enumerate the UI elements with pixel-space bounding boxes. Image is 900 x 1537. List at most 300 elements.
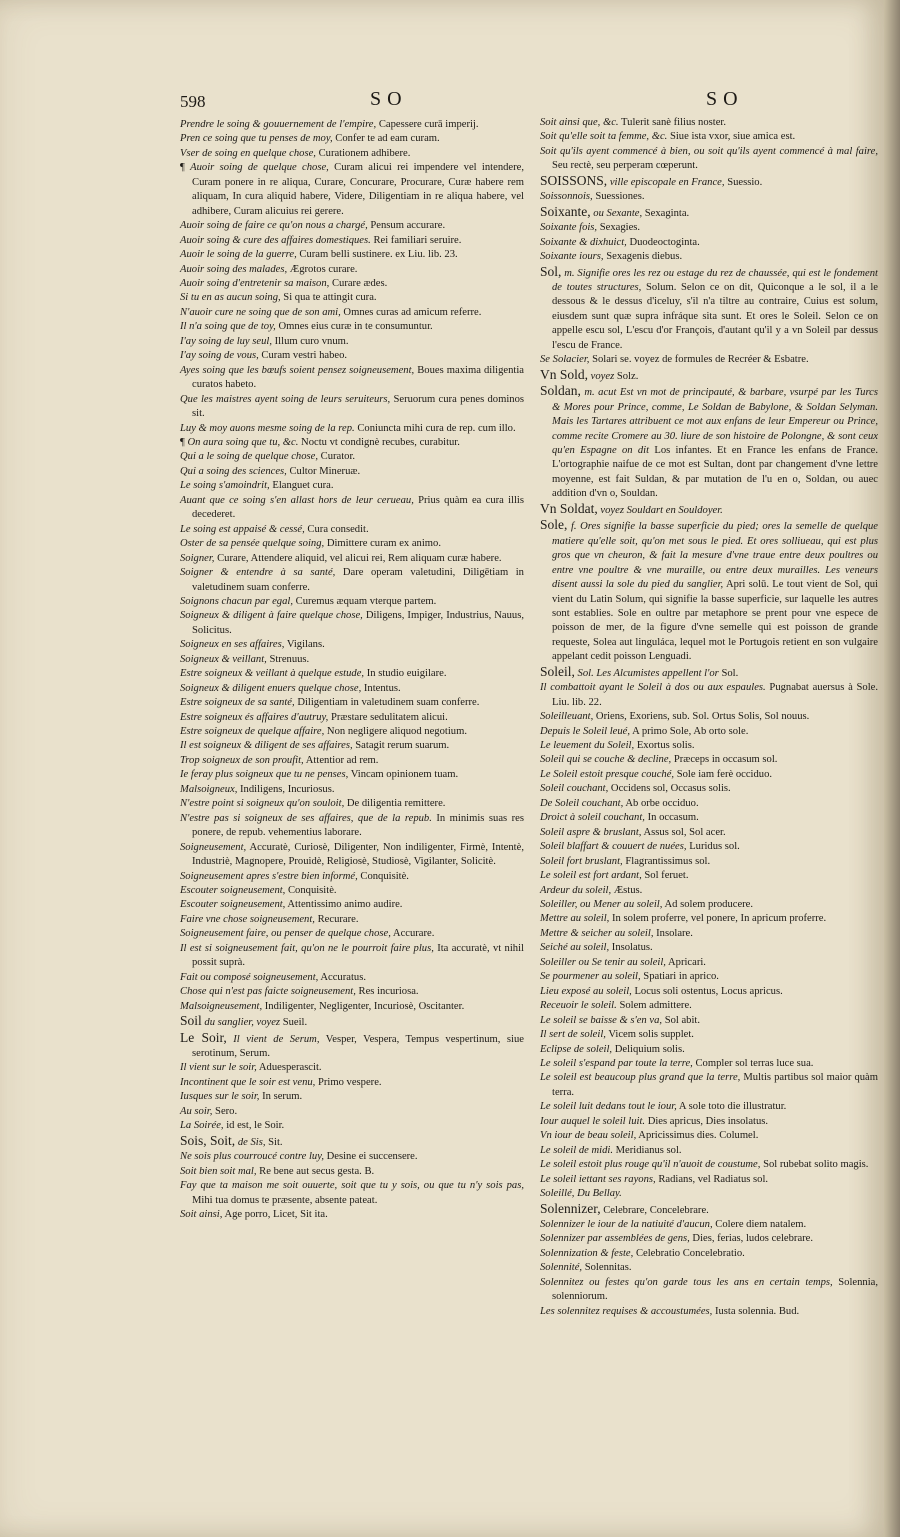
dictionary-entry [540,1305,878,1319]
entry-headword: SOISSONS, [540,172,608,188]
entry-french: Le soleil iettant ses rayons, [540,1173,656,1185]
entry-latin: Multis partibus sol maior quàm terra. [552,1072,878,1098]
dictionary-entry [540,1100,878,1114]
dictionary-entry [540,884,878,898]
entry-french: Auant que ce soing s'en allast hors de leur cerueau, [180,494,414,506]
dictionary-entry [180,234,524,248]
entry-french: Trop soigneux de son proufit, [180,754,304,766]
dictionary-entry [180,1061,524,1075]
dictionary-entry [180,537,524,551]
entry-latin: Res incuriosa. [358,986,419,998]
dictionary-entry [180,812,524,841]
dictionary-entry [540,236,878,250]
dictionary-entry [180,1165,524,1179]
entry-latin: Suessio. [727,176,763,188]
dictionary-entry [540,1115,878,1129]
entry-french: Soigner, [180,552,215,564]
dictionary-entry [540,1158,878,1172]
entry-french: Escouter soigneusement, [180,885,286,897]
entry-french: Le soing est appaisé & cessé, [180,523,305,535]
entry-french: On aura soing que tu, &c. [187,436,299,448]
entry-latin: Accuratus. [320,971,366,983]
entry-french: Incontinent que le soir est venu, [180,1076,316,1088]
dictionary-entry [540,970,878,984]
entry-latin: Sexagies. [599,222,641,234]
entry-latin: Sol. [721,667,739,679]
dictionary-entry [180,971,524,985]
entry-latin: Capessere curā imperij. [378,119,479,130]
entry-french: Faire vne chose soigneusement, [180,913,315,925]
entry-french: Sol. Les Alcumistes appellent l'or [577,667,719,679]
entry-latin: Boues maxima diligentia curatos habeto. [192,364,524,391]
entry-latin: Re bene aut secus gesta. B. [259,1165,375,1177]
entry-headword: Soleil, [540,663,575,679]
dictionary-entry [180,725,524,739]
dictionary-entry [540,956,878,970]
entry-latin: Ad solem producere. [664,899,754,911]
dictionary-entry [180,479,524,493]
entry-french: Lieu exposé au soleil, [540,985,632,997]
entry-latin: Apricissimus dies. Columel. [638,1130,759,1142]
dictionary-entry [180,450,524,464]
dictionary-entry [540,116,878,130]
entry-french: Eclipse de soleil, [540,1043,613,1055]
entry-french: Estre soigneux de quelque affaire, [180,726,325,738]
entry-french: Ne sois plus courroucé contre luy, [180,1151,324,1163]
dictionary-entry [180,696,524,710]
entry-latin: Los infantes. Et en France les enfans de France. L'ortographie naifue de ce mot est Sultan, dont par changement d'vne lettre moyenne, est fait Suldan, & par mutation de l'u en o, Soldan, ou auec addition d'vn o, Souldan. [552,444,878,500]
dictionary-entry [540,1276,878,1305]
dictionary-entry [180,913,524,927]
dictionary-entry [540,912,878,926]
dictionary-entry [540,681,878,710]
entry-french: Depuis le Soleil leué, [540,725,631,737]
dictionary-entry [540,190,878,204]
entry-latin: A primo Sole, Ab orto sole. [632,725,749,737]
entry-latin: Ita accuratè, vt nihil possit suprà. [192,942,524,969]
entry-french: Le leuement du Soleil, [540,740,635,752]
entry-latin: Sol rubebat solito magis. [763,1159,869,1171]
entry-headword: Sois, Soit, [180,1132,236,1148]
entry-french: La Soirée, [180,1120,224,1132]
entry-latin: In serum. [262,1091,303,1103]
entry-french: Auoir soing de quelque chose, [190,162,329,174]
entry-latin: Insolare. [656,927,693,939]
entry-latin: Suessiones. [595,191,645,203]
dictionary-entry [540,710,878,724]
entry-french: Soleiller ou Se tenir au soleil, [540,956,666,968]
entry-french: Il combattoit ayant le Soleil à dos ou aux espaules. [540,682,766,694]
dictionary-entry [540,1261,878,1275]
dictionary-entry [180,682,524,696]
entry-latin: Cultor Mineruæ. [289,465,361,477]
entry-latin: Compler sol terras luce sua. [695,1058,814,1069]
page-edge [884,0,900,1537]
dictionary-entry [180,1090,524,1104]
dictionary-entry [180,870,524,884]
dictionary-entry [180,552,524,566]
entry-french: Soigneusement, [180,841,247,853]
dictionary-entry [540,1202,878,1218]
entry-latin: Indiligens, Incuriosus. [240,783,335,795]
dictionary-entry [180,219,524,233]
dictionary-entry [540,250,878,264]
entry-french: voyez [590,370,615,382]
entry-french: Il est si soigneusement fait, qu'on ne le pourroit faire plus, [180,942,434,954]
entry-french: Il n'a soing que de toy, [180,321,276,333]
dictionary-entry [180,1208,524,1222]
entry-french: Estre soigneux & veillant à quelque estude, [180,668,365,680]
entry-latin: Attentior ad rem. [305,754,379,766]
entry-latin: Occidens sol, Occasus solis. [610,783,731,795]
dictionary-entry [180,1014,524,1030]
dictionary-entry [540,768,878,782]
dictionary-entry [180,248,524,262]
entry-latin: Spatiari in aprico. [643,971,719,983]
dictionary-entry [540,174,878,190]
dictionary-entry [180,422,524,436]
entry-latin: Desine ei succensere. [326,1151,418,1163]
dictionary-entry [540,797,878,811]
entry-french: Le soleil estoit plus rouge qu'il n'auoit de coustume, [540,1159,761,1171]
entry-french: Qui a le soing de quelque chose, [180,451,318,463]
entry-latin: Iusta solennia. Bud. [714,1305,800,1317]
dictionary-entry [180,364,524,393]
dictionary-entry [540,1057,878,1071]
dictionary-entry [180,291,524,305]
entry-french: Il sert de soleil, [540,1029,606,1041]
entry-latin: Celebratio Concelebratio. [635,1247,745,1259]
dictionary-entry [540,898,878,912]
dictionary-entry [180,523,524,537]
dictionary-entry [180,494,524,523]
entry-latin: Apri solū. Le tout vient de Sol, qui vient du Latin Solum, qui signifie la basse superficie, sur laquelle les autres sont establies. Sole en oultre par metaphore se prent pour vne espece de poisson de mer, de la figure d'vne semelle qui est poisson de grande requeste, Solea aut linguláca, lequel mot le Portugois retient en son vulgaire appelant cedit poisson Lenguadi. [552,579,878,663]
entry-french: Soit bien soit mal, [180,1165,257,1177]
dictionary-entry [540,518,878,665]
entry-headword: Le Soir, [180,1029,227,1045]
entry-french: Chose qui n'est pas faicte soigneusement, [180,986,356,998]
entry-french: Ardeur du soleil, [540,884,612,896]
entry-latin: Curationem adhibere. [318,147,411,159]
dictionary-entry [540,368,878,384]
dictionary-entry [180,1076,524,1090]
entry-latin: Tulerit sanè filius noster. [621,117,727,128]
entry-french: Solennizer par assemblées de gens, [540,1233,690,1245]
entry-french: Seiché au soleil, [540,942,610,954]
dictionary-entry [180,132,524,146]
entry-french: De Soleil couchant, [540,797,624,809]
entry-french: Il vient de Serum, [233,1033,320,1045]
dictionary-entry [180,942,524,971]
entry-latin: Aduesperascit. [258,1062,322,1074]
entry-french: Pren ce soing que tu penses de moy, [180,133,333,145]
dictionary-entry [180,1119,524,1133]
entry-latin: Prius quàm ea cura illis decederet. [192,494,524,521]
entry-latin: Recurare. [317,913,359,925]
entry-latin: Curemus æquam vterque partem. [295,595,437,607]
entry-latin: Vigilans. [286,639,325,651]
entry-latin: Attentissimo animo audire. [287,899,403,911]
entry-french: Se pourmener au soleil, [540,971,641,983]
entry-french: Qui a soing des sciences, [180,465,287,477]
entry-french: Soigneux & diligent enuers quelque chose, [180,682,362,694]
entry-french: Il est soigneux & diligent de ses affaires, [180,740,353,752]
entry-latin: Si qua te attingit cura. [283,292,377,304]
entry-french: Fay que ta maison me soit ouuerte, soit que tu y sois, ou que tu n'y sois pas, [180,1180,524,1192]
dictionary-entry [540,1173,878,1187]
dictionary-entry [540,265,878,354]
dictionary-entry [180,147,524,161]
dictionary-entry [540,205,878,221]
dictionary-entry [540,855,878,869]
entry-french: Solennizer le iour de la natiuité d'aucun, [540,1218,713,1230]
entry-french: Il vient sur le soir, [180,1062,257,1074]
dictionary-entry [180,1000,524,1014]
entry-latin: Dimittere curam ex animo. [326,538,441,550]
entry-french: Mettre & seicher au soleil, [540,927,654,939]
entry-latin: Ab orbe occiduo. [625,797,699,809]
entry-latin: Solem admittere. [619,1000,692,1012]
entry-headword: Soixante, [540,203,591,219]
entry-latin: Seu rectè, seu perperam cœperunt. [552,160,698,172]
entry-latin: Curam vestri habeo. [261,350,348,362]
right-column [540,116,878,1319]
entry-french: N'auoir cure ne soing que de son ami, [180,306,341,318]
entry-headword: Soldan, [540,383,581,399]
entry-french: Le soleil de midi. [540,1144,613,1156]
entry-french: m. acut Est vn mot de principauté, & barbare, vsurpé par les Turcs & Mores pour Prince, comme, Le Soldan de Babylone, & Soldan Selyman. Mais les Tartares attribuent ce mot aux enfans de leur Empereur ou Prince, comme recite Cromere au 30. liure de son histoire de Polongne, & sont ceux qu'en Espagne on dit [552,387,879,456]
entry-latin: Omnes eius curæ in te consumuntur. [278,321,433,333]
entry-latin: Flagrantissimus sol. [625,855,711,867]
entry-latin: Sol abit. [664,1014,701,1026]
entry-latin: Solennia, solenniorum. [552,1276,878,1303]
entry-latin: Coniuncta mihi cura de rep. cum illo. [357,422,516,434]
entry-latin: Accuratè, Curiosè, Diligenter, Non indiligenter, Firmè, Intentè, Industriè, Magnopere, Prouidè, Religiosè, Studiosè, Vigilanter, Solicitè. [192,841,524,868]
dictionary-entry [180,609,524,638]
dictionary-entry [540,1247,878,1261]
entry-latin: In minimis suas res ponere, de repub. vehementius laborare. [192,812,524,839]
entry-french: ou Sexante, [593,207,643,219]
entry-french: Le soing s'amoindrit, [180,480,270,492]
entry-latin: Pugnabat auersus à Sole. Liu. lib. 22. [552,682,878,708]
entry-french: Le soleil se baisse & s'en va, [540,1014,663,1026]
dictionary-entry [540,384,878,502]
dictionary-entry [180,884,524,898]
entry-french: Prendre le soing & gouuernement de l'empire, [180,119,377,130]
entry-latin: Indiligenter, Negligenter, Incuriosè, Oscitanter. [264,1000,465,1012]
dictionary-entry [180,161,524,219]
dictionary-entry [180,1105,524,1119]
pilcrow-mark: ¶ [180,162,191,174]
entry-latin: Vincam opinionem tuam. [350,769,459,781]
entry-french: Soleiller, ou Mener au soleil, [540,899,663,911]
entry-latin: Curam alicui rei impendere vel intendere, Curam ponere in re aliqua, Curare, Concurare, Procurare, Curæ habere rem aliquam, In cura aliquid habere, Videre, Diligentiam in re aliqua habere, vel adhibere, Curam alicuius rei gerere. [192,162,524,217]
entry-french: Soixante fois, [540,222,598,234]
dictionary-entry [540,811,878,825]
dictionary-entry [180,277,524,291]
dictionary-entry [180,335,524,349]
entry-french: Soleil couchant, [540,783,609,795]
dictionary-entry [180,263,524,277]
entry-french: N'estre pas si soigneux de ses affaires, que de la repub. [180,812,432,824]
entry-latin: Age porro, Licet, Sit ita. [224,1208,328,1220]
dictionary-entry [180,768,524,782]
entry-french: Soit ainsi, [180,1208,223,1220]
entry-latin: Elanguet cura. [272,480,334,492]
dictionary-entry [540,782,878,796]
dictionary-entry [180,118,524,132]
entry-latin: Deliquium solis. [614,1043,685,1055]
entry-latin: Oriens, Exoriens, sub. Sol. Ortus Solis, Sol nouus. [595,711,810,723]
dictionary-entry [540,145,878,174]
entry-latin: Meridianus sol. [615,1144,682,1156]
entry-french: Que les maistres ayent soing de leurs seruiteurs, [180,393,391,405]
entry-latin: Curam belli sustinere. ex Liu. lib. 23. [299,249,458,261]
entry-french: Soigneusement faire, ou penser de quelque chose, [180,928,391,940]
entry-latin: Curare, Attendere aliquid, vel alicui rei, Rem aliquam curæ habere. [217,552,502,564]
entry-latin: Sol feruet. [644,870,689,882]
dictionary-entry [180,1179,524,1208]
dictionary-entry [540,1071,878,1100]
entry-french: du sanglier, voyez [204,1017,281,1029]
dictionary-entry [180,566,524,595]
entry-latin: Primo vespere. [318,1076,382,1088]
entry-french: Soigneux & diligent à faire quelque chose, [180,610,363,622]
entry-french: Receuoir le soleil. [540,1000,617,1012]
entry-latin: Noctu vt condignè recubes, curabitur. [301,436,460,448]
left-column [180,118,524,1222]
entry-latin: Satagit rerum suarum. [355,740,450,752]
entry-french: Soixante iours, [540,251,604,263]
dictionary-entry [180,927,524,941]
entry-latin: Solennitas. [584,1262,632,1274]
dictionary-entry [540,999,878,1013]
entry-latin: Exortus solis. [636,740,695,752]
entry-french: de Sis, [237,1136,266,1148]
dictionary-entry [180,739,524,753]
entry-latin: Locus soli ostentus, Locus apricus. [634,985,783,997]
entry-french: Estre soigneux és affaires d'autruy, [180,711,329,723]
entry-latin: Mihi tua domus te præsente, absente pateat. [192,1194,378,1206]
entry-latin: Sero. [215,1105,238,1117]
entry-french: N'estre point si soigneux qu'on souloit, [180,798,345,810]
dictionary-entry [540,1232,878,1246]
dictionary-entry [180,465,524,479]
dictionary-entry [540,1043,878,1057]
entry-french: Vser de soing en quelque chose, [180,147,316,159]
entry-latin: Intentus. [363,682,401,694]
entry-french: Auoir soing d'entretenir sa maison, [180,277,330,289]
dictionary-entry [540,1014,878,1028]
entry-french: Soigner & entendre à sa santé, [180,567,336,579]
dictionary-entry [540,941,878,955]
entry-latin: Vicem solis supplet. [608,1029,694,1041]
entry-french: Soignons chacun par egal, [180,595,293,607]
entry-french: m. Signifie ores les rez ou estage du rez de chaussée, qui est le fondement de toutes structures, [552,267,878,293]
entry-headword: Vn Soldat, [540,500,598,516]
dictionary-entry [540,869,878,883]
entry-french: Escouter soigneusement, [180,899,286,911]
entry-latin: Dies, ferias, ludos celebrare. [692,1233,814,1245]
entry-french: f. Ores signifie la basse superficie du pied; ores la semelle de quelque matiere qu'elle soit, qu'on met sous le pied. Et ores solliueau, qui est plus gros que vn cheuron, & fait la mesure d'vne traue entre deux poultres ou entre vne poultre & vne muraille, ou entre deux murailles. Les veneurs disent aussi la sole du pied du sanglier, [552,521,878,591]
entry-french: I'ay soing de luy seul, [180,335,272,347]
dictionary-entry [540,1187,878,1201]
entry-latin: Omnes curas ad amicum referre. [343,306,482,318]
entry-latin: Præstare sedulitatem alicui. [330,711,448,723]
entry-french: Malsoigneux, [180,783,238,795]
dictionary-entry [180,393,524,422]
entry-latin: Conquisitè. [287,885,337,897]
dictionary-entry [540,353,878,367]
entry-latin: Siue ista vxor, siue amica est. [669,131,796,143]
dictionary-entry [540,221,878,235]
pilcrow-mark: ¶ [180,436,188,448]
entry-french: Le soleil luit dedans tout le iour, [540,1101,677,1113]
entry-latin: De diligentia remittere. [346,798,446,810]
dictionary-entry [180,711,524,725]
dictionary-entry [540,1218,878,1232]
entry-latin: Celebrare, Concelebrare. [603,1204,709,1216]
entry-french: Auoir soing des malades, [180,263,288,275]
entry-latin: Confer te ad eam curam. [335,133,440,145]
entry-latin: Sexaginta. [644,207,690,219]
entry-latin: In occasum. [647,812,699,824]
page-header [0,84,884,118]
entry-latin: A sole toto die illustratur. [678,1101,787,1113]
running-head-left: SO [370,88,408,110]
entry-latin: Accurare. [392,928,435,940]
entry-latin: Colere diem natalem. [715,1218,807,1230]
entry-french: Iusques sur le soir, [180,1091,260,1103]
entry-french: Solennization & feste, [540,1247,634,1259]
entry-latin: Assus sol, Sol acer. [643,826,726,838]
entry-french: Si tu en as aucun soing, [180,292,281,304]
entry-french: Fait ou composé soigneusement, [180,971,319,983]
dictionary-entry [540,985,878,999]
entry-french: Soleillé, Du Bellay. [540,1188,622,1200]
dictionary-entry [180,653,524,667]
dictionary-entry [540,1129,878,1143]
dictionary-entry [540,927,878,941]
entry-latin: Illum curo vnum. [274,335,349,347]
entry-headword: Sol, [540,263,562,279]
entry-latin: Strenuus. [269,653,310,665]
entry-french: Soigneusement apres s'estre bien informé, [180,870,358,882]
dictionary-entry [180,797,524,811]
entry-latin: Cura consedit. [307,523,369,535]
entry-latin: Luridus sol. [689,841,740,853]
entry-french: Soleil aspre & bruslant, [540,826,642,838]
dictionary-entry [540,725,878,739]
entry-latin: Curator. [320,451,356,463]
dictionary-entry [180,349,524,363]
entry-latin: Diligentiam in valetudinem suam conferre. [297,697,480,709]
entry-french: Les solennitez requises & accoustumées, [540,1305,713,1317]
entry-french: Soleil fort bruslant, [540,855,623,867]
entry-latin: Insolatus. [611,942,653,954]
dictionary-entry [540,665,878,681]
entry-latin: Solari se. voyez de formules de Recréer & Esbatre. [592,354,809,366]
page-number: 598 [180,92,206,111]
entry-french: Mettre au soleil, [540,913,610,925]
entry-latin: Diligens, Impiger, Industrius, Nauus, Solicitus. [192,610,524,636]
entry-latin: Solz. [616,370,639,382]
entry-french: ville episcopale en France, [609,176,725,188]
dictionary-entry [540,1144,878,1158]
entry-latin: id est, le Soir. [226,1120,285,1132]
entry-french: Soigneux en ses affaires, [180,639,285,651]
dictionary-entry [180,841,524,870]
